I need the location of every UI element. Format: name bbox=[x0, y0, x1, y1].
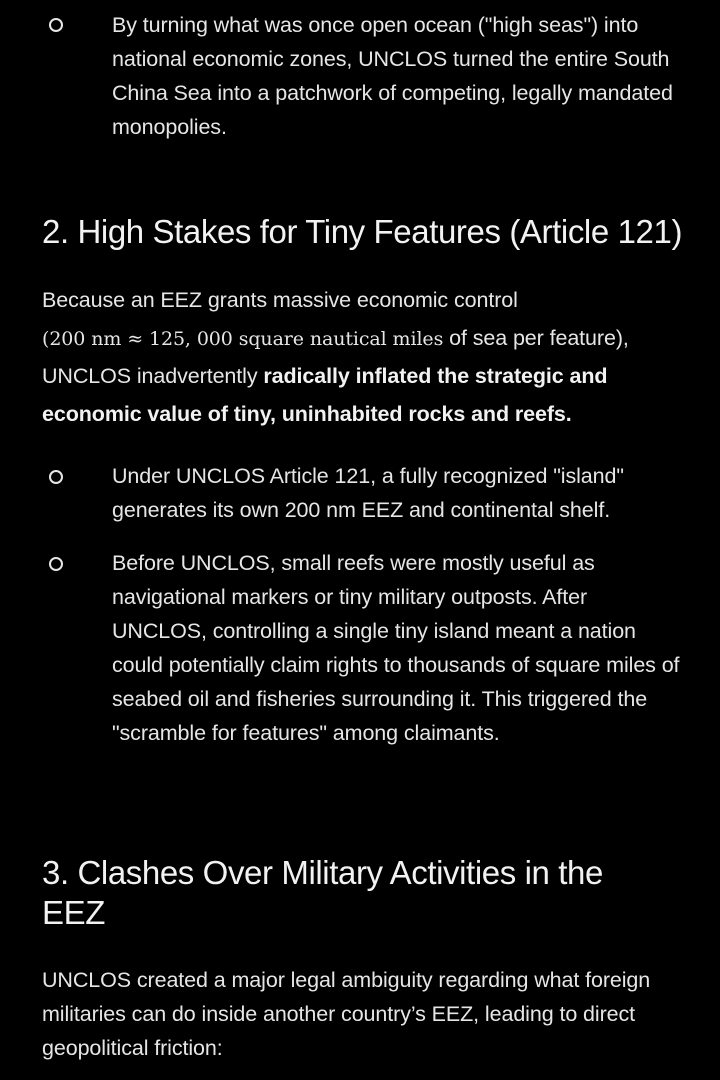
paragraph-text: Because an EEZ grants massive economic control bbox=[42, 288, 518, 312]
emphasis-text: radically inflated the strategic and economic value of tiny, uninhabited rocks and reefs. bbox=[42, 364, 608, 426]
section-heading: 2. High Stakes for Tiny Features (Article 121) bbox=[42, 213, 683, 250]
list-item-text: Before UNCLOS, small reefs were mostly useful as navigational markers or tiny military outposts. After UNCLOS, controlling a single tiny island meant a nation could potentially claim rights to thousands of square miles of seabed oil and fisheries surrounding it. This triggered the "scramble for features" among claimants. bbox=[112, 551, 680, 745]
list-item-text: By turning what was once open ocean ("high seas") into national economic zones, UNCLOS turned the entire South China Sea into a patchwork of competing, legally mandated monopolies. bbox=[112, 13, 673, 139]
section-paragraph: UNCLOS created a major legal ambiguity regarding what foreign militaries can do inside another country’s EEZ, leading to direct geopolitical friction: bbox=[42, 968, 651, 1060]
paragraph-text: of sea per feature), UNCLOS inadvertently bbox=[42, 325, 629, 388]
hollow-circle-bullet-icon bbox=[49, 557, 63, 571]
hollow-circle-bullet-icon bbox=[49, 18, 63, 32]
section-paragraph bbox=[42, 282, 692, 433]
section-heading: 3. Clashes Over Military Activities in the EEZ bbox=[42, 854, 603, 931]
math-expression: (200 nm ≈ 125, 000 square nautical miles bbox=[42, 327, 444, 350]
hollow-circle-bullet-icon bbox=[49, 470, 63, 484]
list-item-text: Under UNCLOS Article 121, a fully recognized "island" generates its own 200 nm EEZ and continental shelf. bbox=[112, 464, 624, 522]
